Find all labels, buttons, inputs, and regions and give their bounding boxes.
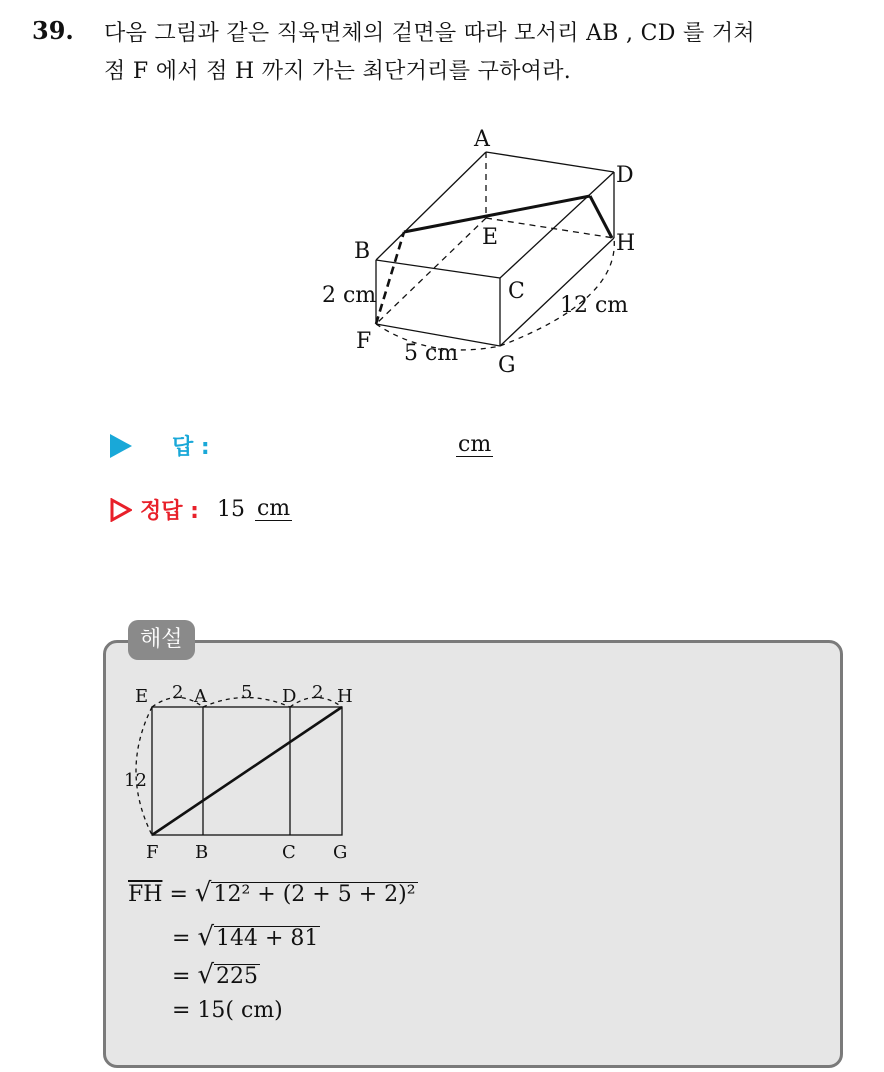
equals-1: = bbox=[169, 882, 188, 907]
correct-answer-value: 15 bbox=[216, 497, 245, 522]
net-label-E: E bbox=[135, 686, 149, 707]
dim-depth: 12 cm bbox=[560, 293, 629, 318]
label-D: D bbox=[616, 163, 634, 188]
question-text-line1: 다음 그림과 같은 직육면체의 겉면을 따라 모서리 AB , CD 를 거쳐 bbox=[104, 21, 755, 46]
answer-row bbox=[110, 430, 210, 461]
radicand-2: 144 + 81 bbox=[216, 926, 319, 951]
outline-triangle-icon bbox=[110, 498, 132, 522]
answer-unit: cm bbox=[458, 432, 492, 457]
play-triangle-icon bbox=[110, 434, 132, 458]
label-F: F bbox=[356, 329, 372, 354]
label-B: B bbox=[354, 239, 371, 264]
explanation-tab: 해설 bbox=[128, 620, 195, 660]
correct-answer-row bbox=[110, 494, 292, 525]
label-H: H bbox=[616, 231, 636, 256]
math-line-1 bbox=[128, 878, 418, 908]
radicand-3: 225 bbox=[216, 964, 259, 989]
math-line-4: = 15( cm) bbox=[172, 998, 283, 1023]
net-label-F: F bbox=[146, 842, 159, 863]
dim-width: 5 cm bbox=[404, 341, 459, 366]
segment-fh: $\overline{FH}$ bbox=[128, 882, 163, 907]
label-G: G bbox=[498, 353, 516, 378]
net-label-D: D bbox=[282, 686, 297, 707]
sqrt-icon: √ bbox=[197, 922, 215, 952]
net-seg-3: 2 bbox=[312, 682, 324, 703]
net-label-B: B bbox=[195, 842, 209, 863]
answer-label: 답 : bbox=[172, 435, 210, 460]
correct-answer-unit: cm bbox=[256, 496, 291, 521]
sqrt-icon: √ bbox=[194, 878, 212, 908]
question-number: 39. bbox=[32, 16, 74, 45]
net-side: 12 bbox=[124, 770, 147, 791]
radicand-1: 12² + (2 + 5 + 2)² bbox=[213, 882, 416, 907]
net-diagram bbox=[118, 676, 378, 866]
sqrt-icon: √ bbox=[197, 960, 215, 990]
net-seg-2: 5 bbox=[241, 682, 253, 703]
dim-height: 2 cm bbox=[322, 283, 377, 308]
equals-3: = bbox=[172, 964, 191, 989]
math-line-2 bbox=[172, 922, 320, 952]
label-A: A bbox=[474, 127, 490, 152]
net-seg-1: 2 bbox=[172, 682, 184, 703]
net-label-C: C bbox=[282, 842, 296, 863]
correct-answer-label: 정답 : bbox=[140, 499, 199, 524]
question-text-line2: 점 F 에서 점 H 까지 가는 최단거리를 구하여라. bbox=[104, 59, 572, 84]
net-label-H: H bbox=[337, 686, 353, 707]
math-line-3 bbox=[172, 960, 260, 990]
equals-2: = bbox=[172, 926, 191, 951]
label-E: E bbox=[482, 225, 499, 250]
label-C: C bbox=[508, 279, 525, 304]
cuboid-figure bbox=[300, 120, 660, 390]
net-label-A: A bbox=[194, 686, 207, 707]
net-label-G: G bbox=[333, 842, 348, 863]
